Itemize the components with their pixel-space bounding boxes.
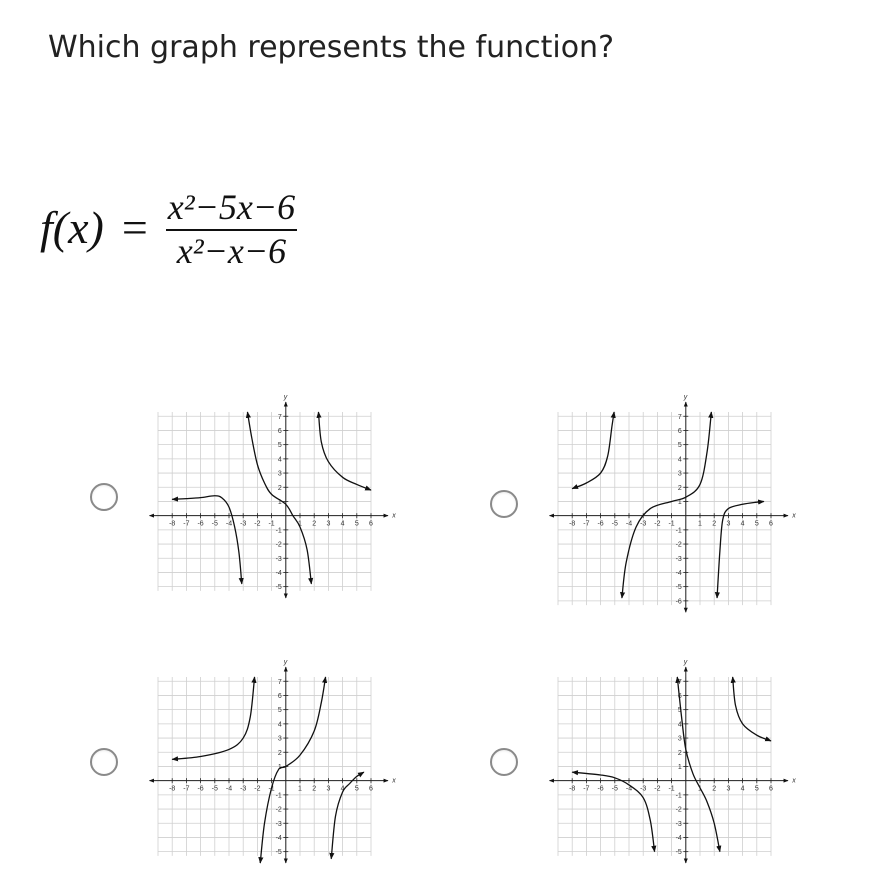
formula-fraction [166, 189, 297, 271]
y-tick-label: 4 [677, 721, 682, 729]
y-tick-label: 7 [677, 413, 682, 421]
y-tick-label: 3 [277, 470, 282, 478]
x-tick-label: 6 [369, 520, 373, 528]
y-tick-label: 3 [677, 470, 682, 478]
option-d-radio[interactable] [490, 748, 518, 776]
x-tick-label: 5 [354, 785, 359, 793]
x-tick-label: -2 [254, 785, 261, 793]
y-tick-label: -4 [275, 834, 282, 842]
curve-branch-1 [572, 772, 654, 852]
x-tick-label: -5 [611, 520, 618, 528]
y-axis-label: y [683, 659, 688, 667]
y-tick-label: -2 [675, 806, 682, 814]
y-tick-label: 1 [277, 498, 282, 506]
formula-denominator: x²−x−6 [176, 230, 287, 271]
curve-branch-2 [622, 412, 711, 598]
y-tick-label: -4 [675, 569, 682, 577]
option-c-graph [140, 655, 396, 865]
x-tick-label: 1 [298, 520, 302, 528]
y-tick-label: -5 [675, 849, 682, 857]
curve-branch-3 [331, 772, 364, 859]
x-tick-label: -6 [197, 520, 204, 528]
x-tick-label: 5 [754, 785, 759, 793]
y-tick-label: -4 [675, 834, 682, 842]
option-c-radio[interactable] [90, 748, 118, 776]
y-tick-label: 6 [277, 427, 282, 435]
option-b-graph [540, 390, 796, 606]
y-tick-label: 5 [677, 442, 682, 450]
x-tick-label: 3 [326, 785, 331, 793]
y-tick-label: 2 [277, 749, 282, 757]
y-tick-label: 4 [677, 456, 682, 464]
formula-numerator: x²−5x−6 [166, 189, 297, 231]
y-tick-label: 3 [277, 735, 282, 743]
option-d-graph [540, 655, 796, 865]
x-tick-label: 1 [298, 785, 302, 793]
x-tick-label: -4 [225, 520, 233, 528]
function-formula [40, 185, 297, 271]
option-b-radio[interactable] [490, 490, 518, 518]
y-tick-label: -5 [275, 849, 282, 857]
formula-equals: = [121, 202, 148, 254]
x-tick-label: 5 [354, 520, 359, 528]
x-tick-label: -7 [183, 785, 190, 793]
y-tick-label: 7 [677, 678, 682, 686]
x-tick-label: 4 [740, 785, 745, 793]
curve-branch-3 [318, 412, 371, 490]
y-tick-label: -3 [275, 555, 282, 563]
x-tick-label: -7 [583, 785, 590, 793]
x-tick-label: -5 [211, 520, 218, 528]
x-tick-label: -7 [583, 520, 590, 528]
y-tick-label: 7 [277, 413, 282, 421]
y-tick-label: 7 [277, 678, 282, 686]
x-tick-label: -8 [569, 785, 576, 793]
x-tick-label: -2 [654, 520, 661, 528]
x-tick-label: 2 [712, 520, 717, 528]
y-tick-label: 6 [277, 692, 282, 700]
x-tick-label: 2 [312, 785, 317, 793]
x-axis-label: x [792, 512, 796, 520]
x-tick-label: -3 [640, 785, 647, 793]
x-axis-label: x [392, 512, 396, 520]
x-tick-label: -4 [225, 785, 233, 793]
y-tick-label: -3 [675, 820, 682, 828]
y-tick-label: 5 [677, 707, 682, 715]
x-tick-label: -1 [268, 785, 275, 793]
curve-branch-1 [172, 677, 254, 759]
y-tick-label: -2 [675, 541, 682, 549]
y-tick-label: -5 [675, 584, 682, 592]
grid [158, 412, 371, 591]
y-tick-label: -5 [275, 584, 282, 592]
y-tick-label: -3 [275, 820, 282, 828]
y-tick-label: -2 [275, 541, 282, 549]
x-tick-label: 1 [698, 785, 702, 793]
y-tick-label: 1 [677, 498, 682, 506]
x-tick-label: -1 [668, 785, 675, 793]
x-tick-label: -2 [254, 520, 261, 528]
x-tick-label: -6 [197, 785, 204, 793]
x-tick-label: -8 [169, 785, 176, 793]
y-tick-label: -1 [275, 527, 282, 535]
x-tick-label: 5 [754, 520, 759, 528]
y-tick-label: -6 [675, 598, 682, 606]
x-axis-label: x [792, 777, 796, 785]
x-tick-label: -6 [597, 785, 604, 793]
x-tick-label: -4 [625, 520, 633, 528]
y-tick-label: -4 [275, 569, 282, 577]
y-tick-label: 4 [277, 721, 282, 729]
curve-branch-2 [677, 677, 720, 852]
x-tick-label: -5 [611, 785, 618, 793]
y-tick-label: 2 [277, 484, 282, 492]
x-tick-label: 3 [726, 785, 731, 793]
x-tick-label: 4 [340, 520, 345, 528]
y-tick-label: -1 [675, 527, 682, 535]
question-text: Which graph represents the function? [48, 30, 614, 65]
y-tick-label: -3 [675, 555, 682, 563]
x-tick-label: 6 [769, 785, 773, 793]
y-tick-label: -1 [675, 792, 682, 800]
x-tick-label: 3 [326, 520, 331, 528]
y-tick-label: 4 [277, 456, 282, 464]
x-tick-label: -3 [240, 520, 247, 528]
y-tick-label: 6 [677, 427, 682, 435]
x-tick-label: -1 [268, 520, 275, 528]
y-tick-label: 5 [277, 442, 282, 450]
option-a-radio[interactable] [90, 483, 118, 511]
y-axis-label: y [283, 394, 288, 402]
x-tick-label: 6 [769, 520, 773, 528]
x-tick-label: -7 [183, 520, 190, 528]
curve-branch-2 [260, 677, 325, 863]
y-tick-label: -2 [275, 806, 282, 814]
x-tick-label: -8 [569, 520, 576, 528]
x-tick-label: -6 [597, 520, 604, 528]
x-tick-label: 4 [340, 785, 345, 793]
curve-branch-3 [733, 677, 771, 741]
grid [558, 677, 771, 856]
y-tick-label: -1 [275, 792, 282, 800]
x-tick-label: -8 [169, 520, 176, 528]
x-tick-label: 6 [369, 785, 373, 793]
grid [558, 412, 771, 605]
x-tick-label: 1 [698, 520, 702, 528]
x-tick-label: -3 [640, 520, 647, 528]
y-axis-label: y [283, 659, 288, 667]
x-tick-label: -5 [211, 785, 218, 793]
y-tick-label: 3 [677, 735, 682, 743]
x-axis-label: x [392, 777, 396, 785]
y-tick-label: 6 [677, 692, 682, 700]
x-tick-label: 2 [312, 520, 317, 528]
y-tick-label: 1 [677, 763, 682, 771]
x-tick-label: -3 [240, 785, 247, 793]
x-tick-label: -4 [625, 785, 633, 793]
y-tick-label: 5 [277, 707, 282, 715]
formula-lhs: f(x) [40, 202, 104, 254]
y-tick-label: 2 [677, 484, 682, 492]
x-tick-label: 3 [726, 520, 731, 528]
grid [158, 677, 371, 856]
option-a-graph [140, 390, 396, 600]
x-tick-label: 2 [712, 785, 717, 793]
curve-branch-1 [572, 412, 614, 489]
curve-branch-1 [172, 496, 242, 584]
y-tick-label: 2 [677, 749, 682, 757]
x-tick-label: -1 [668, 520, 675, 528]
x-tick-label: -2 [654, 785, 661, 793]
x-tick-label: 4 [740, 520, 745, 528]
y-axis-label: y [683, 394, 688, 402]
y-tick-label: 1 [277, 763, 282, 771]
